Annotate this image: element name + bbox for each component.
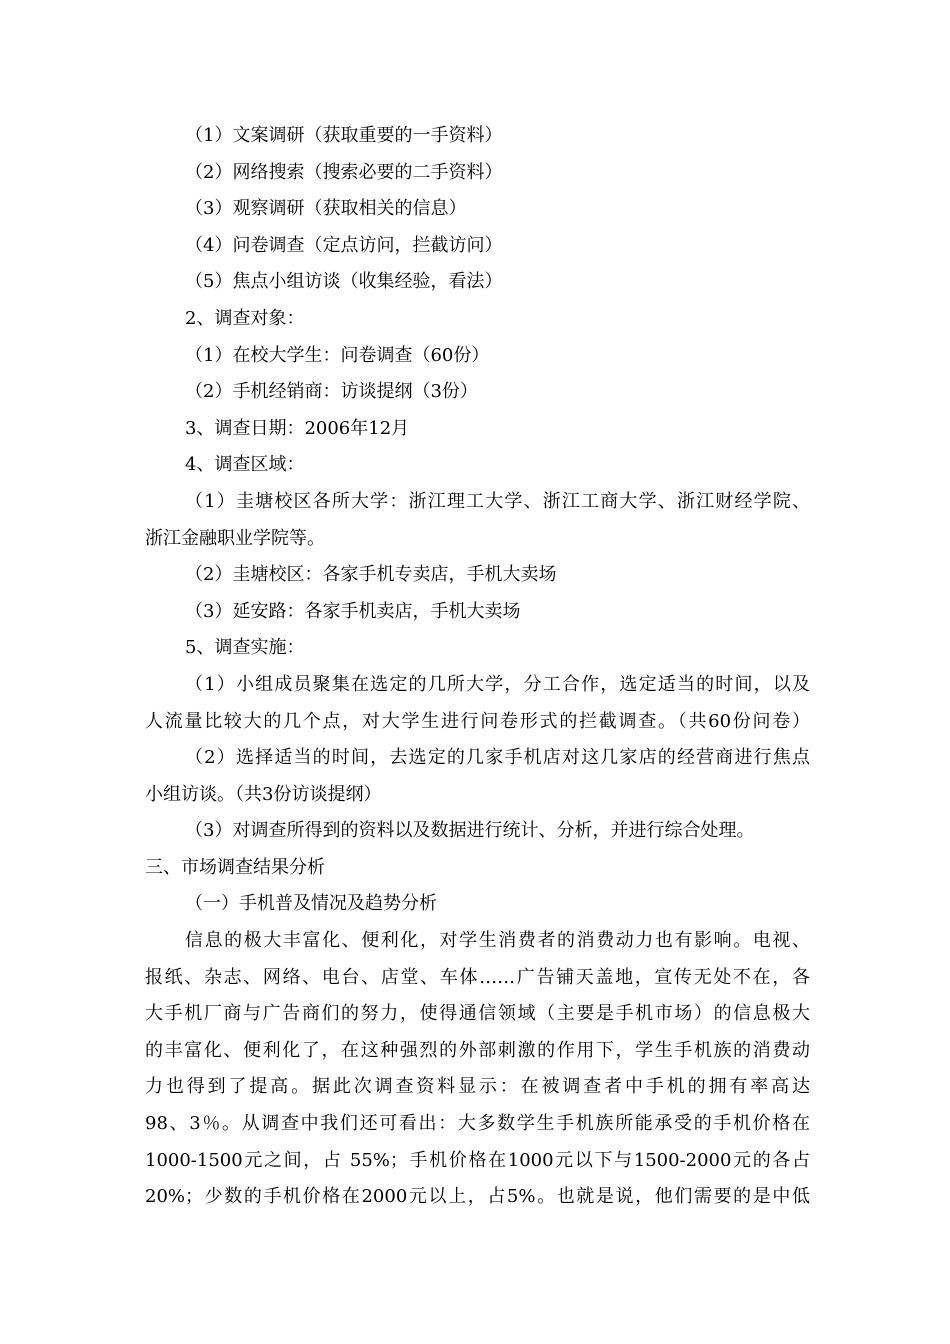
text-line: （2）选择适当的时间，去选定的几家手机店对这几家店的经营商进行焦点 [185,747,810,769]
text-line: 信息的极大丰富化、便利化，对学生消费者的消费动力也有影响。电视、 [185,930,810,952]
text-line: 力也得到了提高。据此次调查资料显示：在被调查者中手机的拥有率高达 [145,1076,810,1098]
text-line: 人流量比较大的几个点，对大学生进行问卷形式的拦截调查。（共60份问卷） [145,710,810,732]
text-line: 20%；少数的手机价格在2000元以上，占5%。也就是说，他们需要的是中低 [145,1186,810,1208]
text-line: 三、市场调查结果分析 [145,856,325,878]
text-line: （3）延安路：各家手机卖店，手机大卖场 [185,600,521,622]
text-line: 2、调查对象： [185,307,305,329]
text-line: （2）手机经销商：访谈提纲（3份） [185,381,478,403]
text-line: （2）网络搜索（搜索必要的二手资料） [185,161,503,183]
text-line: （一）手机普及情况及趋势分析 [185,893,437,915]
text-line: 大手机厂商与广告商们的努力，使得通信领域（主要是手机市场）的信息极大 [145,1003,810,1025]
text-line: 报纸、杂志、网络、电台、店堂、车体……广告铺天盖地，宣传无处不在，各 [145,966,810,988]
text-line: 的丰富化、便利化了，在这种强烈的外部刺激的作用下，学生手机族的消费动 [145,1039,810,1061]
text-line: （1）文案调研（获取重要的一手资料） [185,125,503,146]
text-line: （3）对调查所得到的资料以及数据进行统计、分析，并进行综合处理。 [185,820,755,842]
text-line: （1）圭塘校区各所大学：浙江理工大学、浙江工商大学、浙江财经学院、 [185,490,810,512]
text-line: 4、调查区域： [185,454,305,476]
text-line: （3）观察调研（获取相关的信息） [185,198,467,220]
text-line: 3、调查日期：2006年12月 [185,417,410,439]
text-line: （2）圭塘校区：各家手机专卖店，手机大卖场 [185,564,557,586]
text-line: （1）在校大学生：问卷调查（60份） [185,344,490,366]
text-line: 浙江金融职业学院等。 [145,527,325,549]
text-line: 98、3％。从调查中我们还可看出：大多数学生手机族所能承受的手机价格在 [145,1113,810,1135]
text-line: 小组访谈。（共3份访谈提纲） [145,783,382,805]
text-line: （4）问卷调查（定点访问，拦截访问） [185,234,503,256]
text-line: 5、调查实施： [185,637,305,659]
text-line: 1000-1500元之间，占 55%；手机价格在1000元以下与1500-2000元的各占 [145,1149,810,1171]
text-line: （5）焦点小组访谈（收集经验，看法） [185,271,503,293]
text-line: （1）小组成员聚集在选定的几所大学，分工合作，选定适当的时间，以及 [185,673,810,695]
document-body [145,118,810,1216]
